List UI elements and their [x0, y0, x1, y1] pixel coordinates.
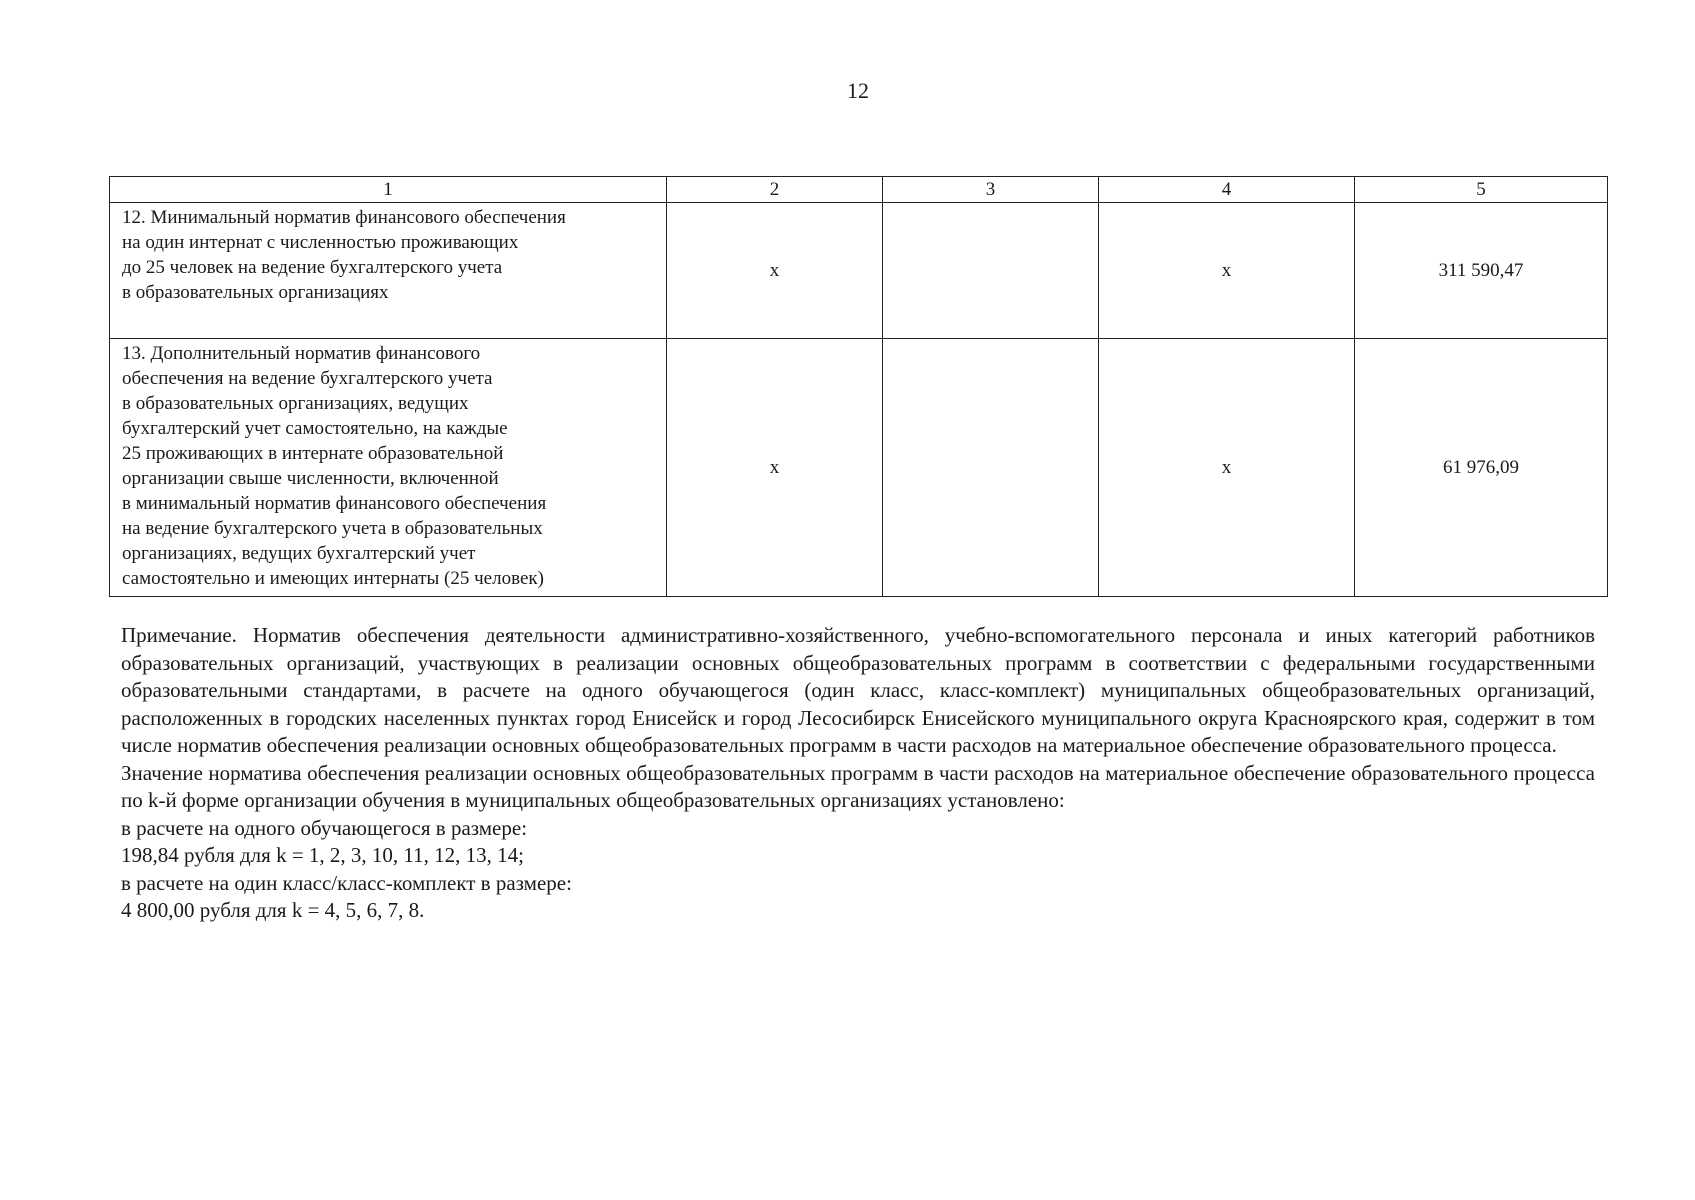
per-class-value: 4 800,00 рубля для k = 4, 5, 6, 7, 8. [121, 898, 425, 922]
row-13-description [110, 339, 667, 597]
per-student-label: в расчете на одного обучающегося в размере: [121, 815, 528, 840]
description-line: в образовательных организациях, ведущих [122, 393, 469, 414]
norm-table [109, 176, 1608, 597]
description-line: организации свыше численности, включенной [122, 468, 499, 489]
row-12-col-4: х [1099, 203, 1355, 339]
row-12-col-3 [883, 203, 1099, 339]
row-12-col-2: х [667, 203, 883, 339]
description-line: до 25 человек на ведение бухгалтерского учета [122, 257, 503, 278]
description-line: организациях, ведущих бухгалтерский учет [122, 543, 476, 564]
description-line: обеспечения на ведение бухгалтерского учета [122, 368, 493, 389]
per-student-value: 198,84 рубля для k = 1, 2, 3, 10, 11, 12, 13, 14; [121, 843, 524, 867]
column-header-4: 4 [1099, 177, 1355, 203]
row-13-col-4: х [1099, 339, 1355, 597]
column-header-5: 5 [1355, 177, 1608, 203]
description-line: самостоятельно и имеющих интернаты (25 человек) [122, 568, 544, 589]
row-13-col-3 [883, 339, 1099, 597]
column-header-2: 2 [667, 177, 883, 203]
description-line: 12. Минимальный норматив финансового обеспечения [122, 207, 566, 228]
description-line: бухгалтерский учет самостоятельно, на каждые [122, 418, 508, 439]
row-13-col-5-value: 61 976,09 [1355, 339, 1608, 597]
note-paragraph: Примечание. Норматив обеспечения деятельности административно-хозяйственного, учебно-вспомогательного персонала и иных категорий работников образовательных организаций, участвующих в реализации основных общеобразовательных программ в соответствии с федеральными государственными образовательными стандартами, в расчете на одного обучающегося (один класс, класс-комплект) муниципальных общеобразовательных организаций, расположенных в городских населенных пунктах город Енисейск и город Лесосибирск Енисейского муниципального округа Красноярского края, содержит в том числе норматив обеспечения реализации основных общеобразовательных программ в части расходов на материальное обеспечение образовательного процесса. [121, 623, 1595, 757]
column-header-1: 1 [110, 177, 667, 203]
table-row [110, 339, 1608, 597]
per-class-label: в расчете на один класс/класс-комплект в размере: [121, 870, 572, 895]
description-line: на один интернат с численностью проживающих [122, 232, 519, 253]
row-13-col-2: х [667, 339, 883, 597]
description-line: 25 проживающих в интернате образовательной [122, 443, 504, 464]
page-number: 12 [847, 78, 869, 103]
description-line: на ведение бухгалтерского учета в образовательных [122, 518, 543, 539]
description-line: в минимальный норматив финансового обеспечения [122, 493, 547, 514]
table-row [110, 203, 1608, 339]
row-12-col-5-value: 311 590,47 [1355, 203, 1608, 339]
column-header-3: 3 [883, 177, 1099, 203]
description-line: 13. Дополнительный норматив финансового [122, 343, 481, 364]
row-12-description [110, 203, 667, 339]
table-header-row [110, 177, 1608, 203]
description-line: в образовательных организациях [122, 282, 389, 303]
norm-value-paragraph: Значение норматива обеспечения реализации основных общеобразовательных программ в части расходов на материальное обеспечение образовательного процесса по k-й форме организации обучения в муниципальных общеобразовательных организациях установлено: [121, 760, 1595, 812]
note-section [121, 622, 1595, 925]
